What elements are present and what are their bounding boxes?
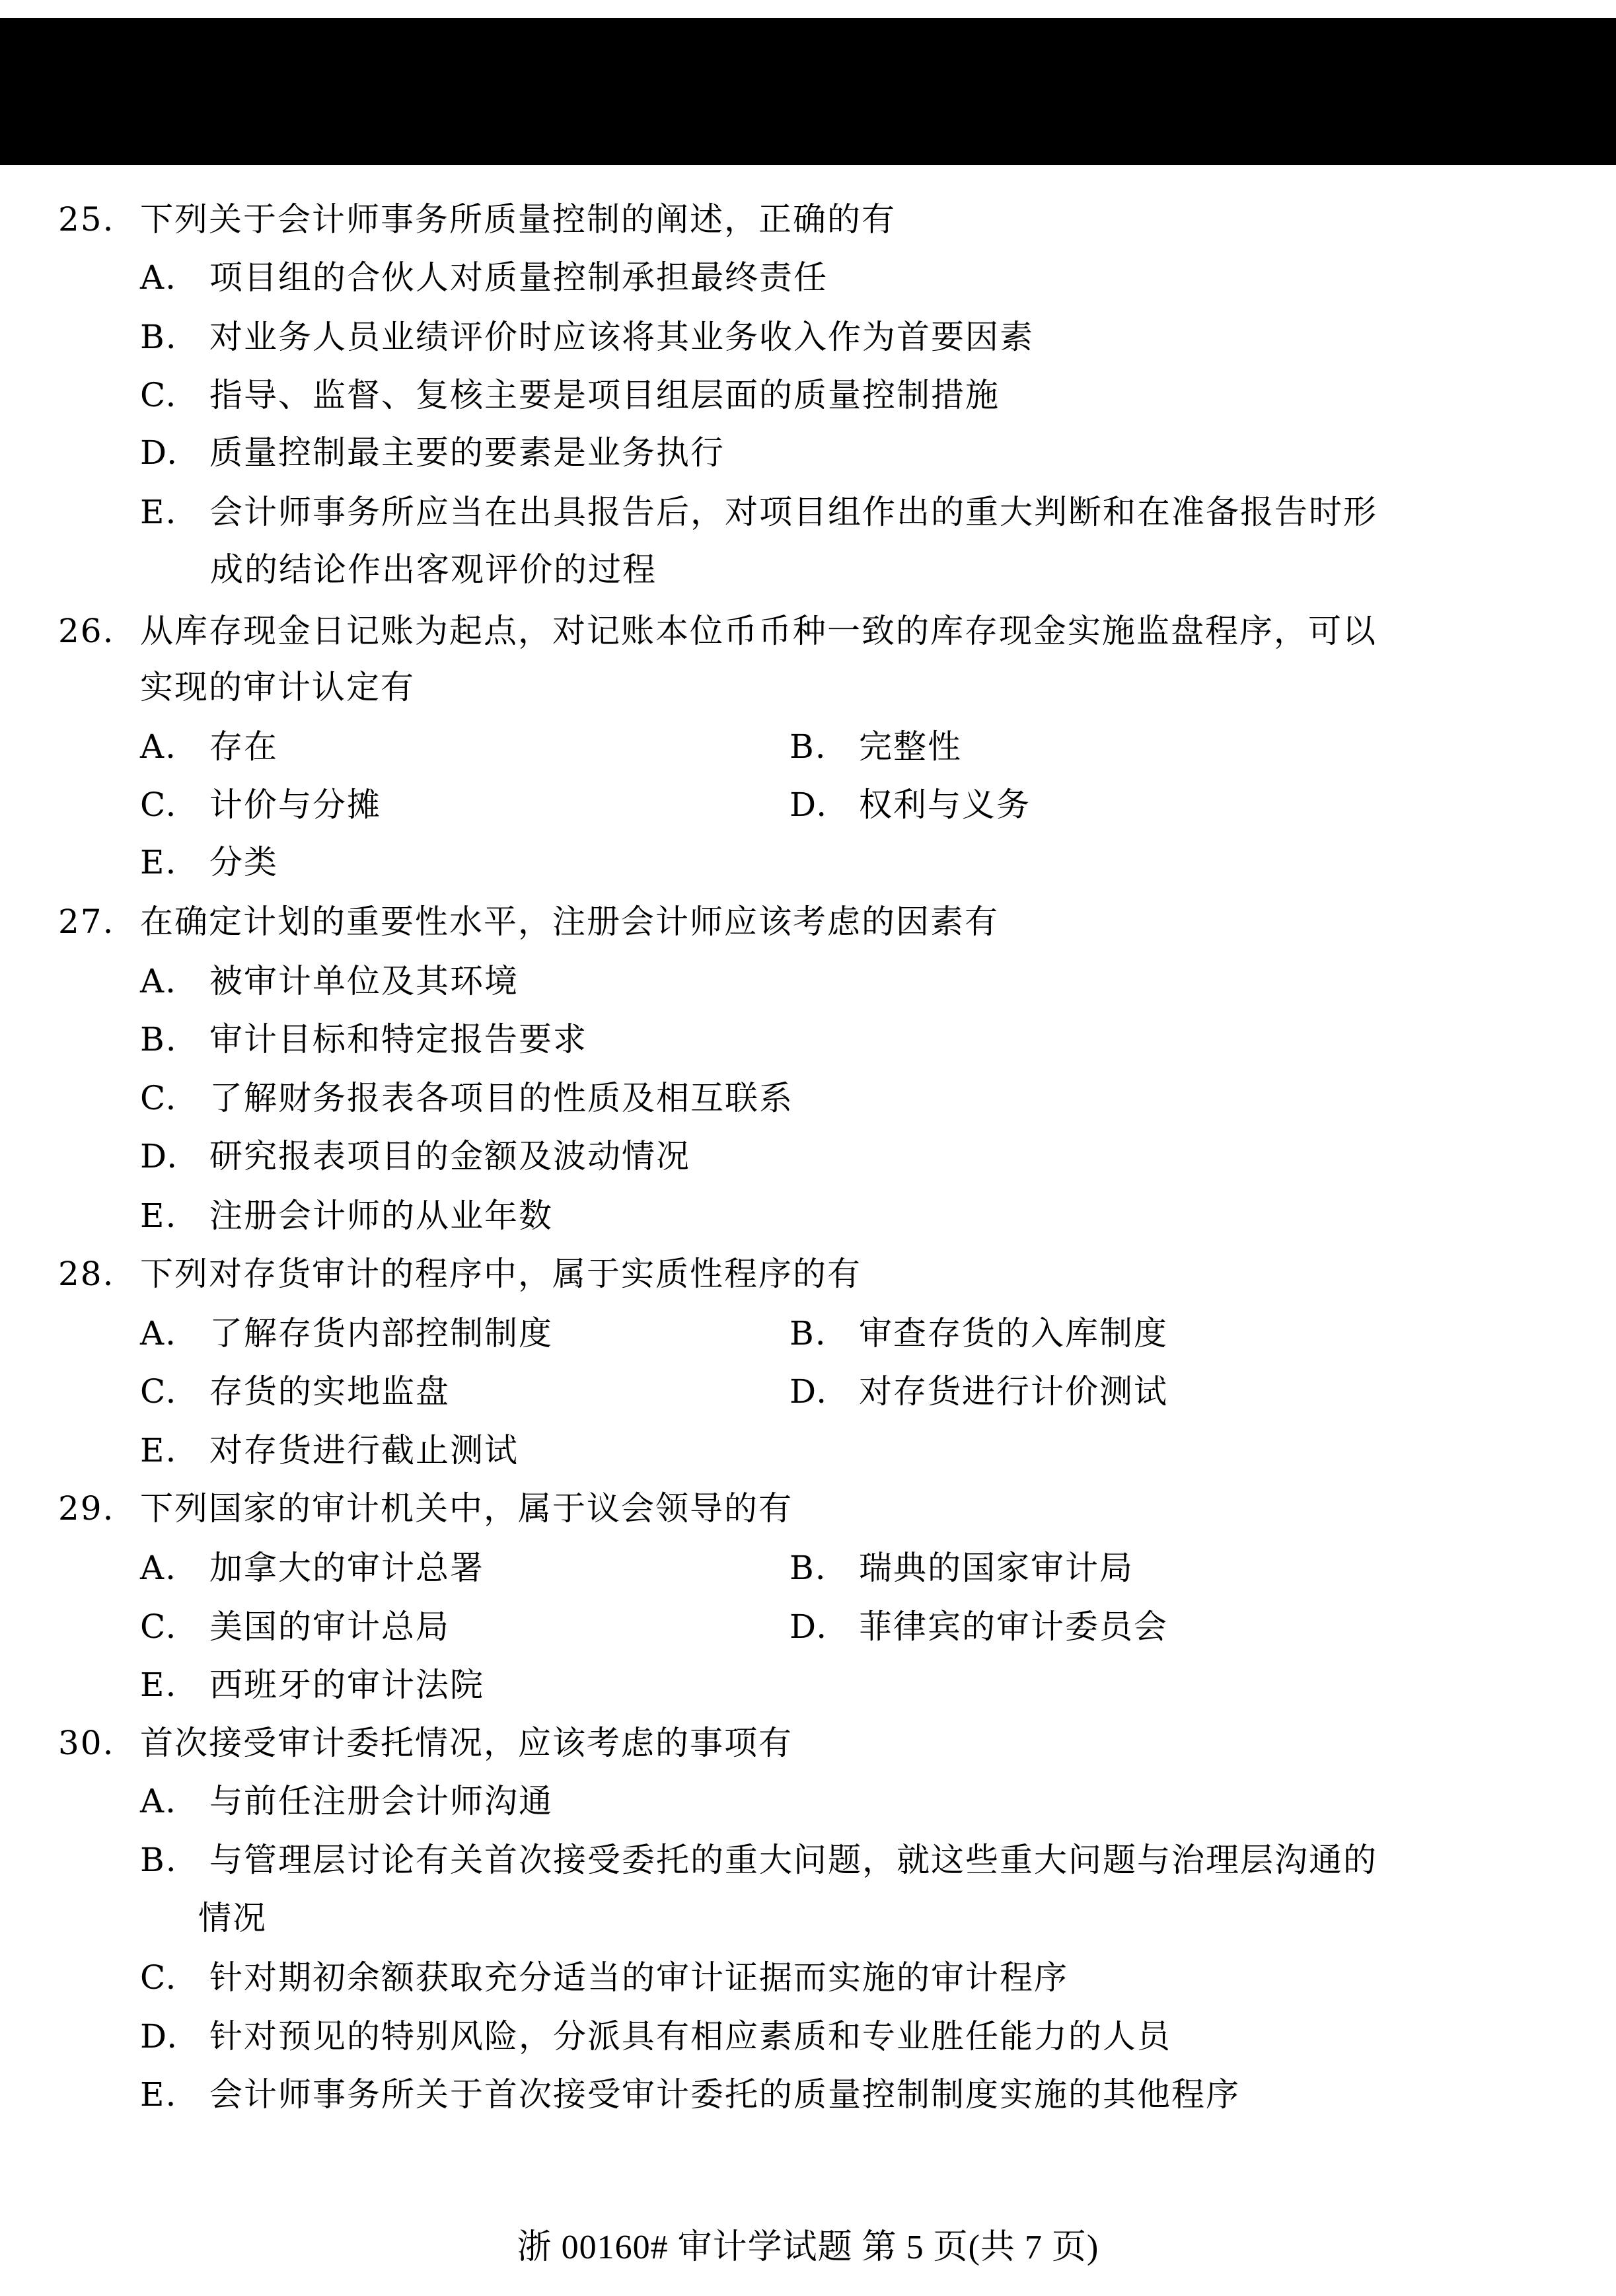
option-label: A. [140, 258, 178, 297]
option-29-d [790, 1607, 1168, 1647]
option-text: 针对期初余额获取充分适当的审计证据而实施的审计程序 [209, 1958, 1068, 1997]
option-text: 会计师事务所关于首次接受审计委托的质量控制制度实施的其他程序 [209, 2075, 1240, 2114]
option-label: E. [140, 1431, 178, 1469]
option-label: A. [140, 1549, 178, 1587]
option-label: B. [790, 1314, 827, 1352]
option-27-b [140, 1019, 587, 1059]
option-label: A. [140, 1314, 178, 1352]
question-number: 26. [58, 612, 115, 650]
question-number: 28. [58, 1255, 115, 1293]
option-text: 计价与分摊 [209, 786, 381, 824]
option-text: 注册会计师的从业年数 [209, 1197, 553, 1235]
question-number: 25. [58, 200, 115, 239]
question-number: 29. [58, 1489, 115, 1528]
option-text: 了解存货内部控制制度 [209, 1314, 553, 1352]
option-text: 项目组的合伙人对质量控制承担最终责任 [209, 258, 828, 297]
option-label: D. [790, 1372, 828, 1411]
option-text: 分类 [209, 843, 278, 881]
option-29-a [140, 1548, 484, 1588]
option-text: 存在 [209, 727, 278, 766]
question-stem: 在确定计划的重要性水平，注册会计师应该考虑的因素有 [140, 903, 999, 941]
option-30-c [140, 1958, 1068, 1997]
question-stem: 从库存现金日记账为起点，对记账本位币币种一致的库存现金实施监盘程序，可以 [140, 612, 1377, 650]
question-number: 30. [58, 1724, 115, 1762]
option-label: D. [140, 2017, 179, 2055]
option-28-b [790, 1314, 1168, 1353]
option-label: E. [140, 843, 178, 881]
option-text: 存货的实地监盘 [209, 1372, 450, 1411]
option-label: E. [140, 493, 178, 531]
option-30-b-continuation: 情况 [198, 1899, 267, 1937]
option-label: B. [140, 318, 178, 356]
option-27-e [140, 1196, 553, 1236]
option-text: 瑞典的国家审计局 [859, 1549, 1134, 1587]
option-text: 西班牙的审计法院 [209, 1666, 484, 1704]
option-28-e [140, 1430, 519, 1470]
option-27-d [140, 1136, 690, 1176]
option-26-b [790, 727, 962, 766]
question-stem: 下列对存货审计的程序中，属于实质性程序的有 [140, 1255, 862, 1293]
option-text: 研究报表项目的金额及波动情况 [209, 1137, 690, 1175]
option-25-a [140, 258, 828, 297]
option-text: 针对预见的特别风险，分派具有相应素质和专业胜任能力的人员 [209, 2017, 1171, 2055]
option-text: 对存货进行截止测试 [209, 1431, 519, 1469]
option-text: 指导、监督、复核主要是项目组层面的质量控制措施 [209, 376, 1000, 414]
option-label: D. [140, 1137, 179, 1175]
option-text: 加拿大的审计总署 [209, 1549, 484, 1587]
question-number: 27. [58, 903, 115, 941]
option-text: 对业务人员业绩评价时应该将其业务收入作为首要因素 [209, 318, 1034, 356]
option-text: 完整性 [859, 727, 962, 766]
option-text: 审计目标和特定报告要求 [209, 1020, 587, 1058]
option-30-b [140, 1840, 1377, 1880]
question-stem: 首次接受审计委托情况，应该考虑的事项有 [140, 1724, 793, 1762]
option-28-d [790, 1372, 1168, 1411]
option-29-e [140, 1665, 484, 1705]
page-footer: 浙 00160# 审计学试题 第 5 页(共 7 页) [517, 2229, 1099, 2266]
option-label: B. [140, 1841, 178, 1879]
option-label: C. [140, 1372, 178, 1411]
option-27-a [140, 961, 519, 1001]
option-30-a [140, 1781, 553, 1821]
option-label: E. [140, 2075, 178, 2114]
option-28-c [140, 1372, 450, 1411]
question-26-continuation: 实现的审计认定有 [140, 668, 415, 706]
option-25-c [140, 375, 1000, 415]
option-label: C. [140, 1958, 178, 1997]
question-stem: 下列国家的审计机关中，属于议会领导的有 [140, 1489, 793, 1528]
option-26-a [140, 727, 278, 766]
option-label: A. [140, 727, 178, 766]
option-text: 菲律宾的审计委员会 [859, 1608, 1168, 1646]
option-text: 会计师事务所应当在出具报告后，对项目组作出的重大判断和在准备报告时形 [209, 493, 1377, 531]
option-27-c [140, 1078, 793, 1118]
option-29-b [790, 1548, 1134, 1588]
option-28-a [140, 1314, 553, 1353]
option-label: C. [140, 376, 178, 414]
option-label: E. [140, 1197, 178, 1235]
option-29-c [140, 1607, 450, 1647]
option-label: C. [140, 1608, 178, 1646]
option-label: E. [140, 1666, 178, 1704]
option-label: A. [140, 962, 178, 1000]
option-text: 审查存货的入库制度 [859, 1314, 1168, 1352]
option-text: 与管理层讨论有关首次接受委托的重大问题，就这些重大问题与治理层沟通的 [209, 1841, 1377, 1879]
option-label: C. [140, 1079, 178, 1117]
option-25-b [140, 317, 1034, 357]
option-label: A. [140, 1782, 178, 1820]
question-stem: 下列关于会计师事务所质量控制的阐述，正确的有 [140, 200, 896, 239]
option-25-e [140, 492, 1377, 532]
option-text: 被审计单位及其环境 [209, 962, 519, 1000]
option-26-d [790, 785, 1031, 825]
option-text: 质量控制最主要的要素是业务执行 [209, 433, 725, 472]
option-label: B. [790, 1549, 827, 1587]
option-label: C. [140, 786, 178, 824]
option-label: D. [140, 433, 179, 472]
option-30-e [140, 2075, 1240, 2114]
redacted-header-bar [0, 18, 1616, 165]
option-label: B. [140, 1020, 178, 1058]
option-26-c [140, 785, 381, 825]
option-25-d [140, 433, 725, 472]
option-26-e [140, 842, 278, 882]
option-text: 了解财务报表各项目的性质及相互联系 [209, 1079, 793, 1117]
option-text: 对存货进行计价测试 [859, 1372, 1168, 1411]
option-30-d [140, 2017, 1171, 2056]
option-label: B. [790, 727, 827, 766]
option-text: 与前任注册会计师沟通 [209, 1782, 553, 1820]
option-label: D. [790, 786, 828, 824]
option-text: 美国的审计总局 [209, 1608, 450, 1646]
option-label: D. [790, 1608, 828, 1646]
option-25-e-continuation: 成的结论作出客观评价的过程 [210, 550, 657, 589]
option-text: 权利与义务 [859, 786, 1031, 824]
